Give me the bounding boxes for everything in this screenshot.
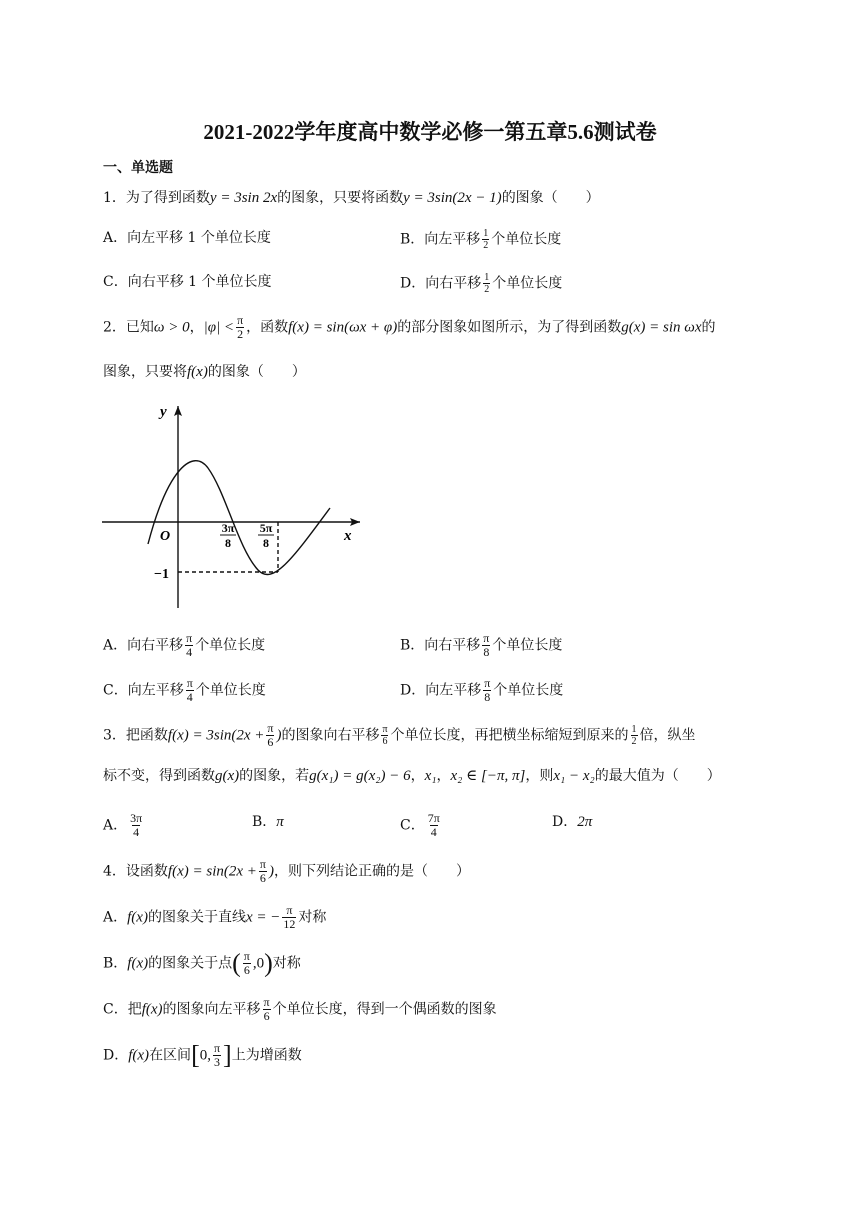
question-2-option-b: B．向右平移 $\frac{\pi}{8}$ 个单位长度: [400, 631, 563, 659]
question-1-option-a: A．向左平移 1 个单位长度: [103, 230, 271, 246]
section-heading: 一、单选题: [103, 160, 173, 176]
question-3-option-d: D．2π: [552, 814, 593, 830]
question-2-stem-line2: 图象，只要将f(x)的图象（ ）: [103, 364, 306, 380]
question-2-stem-line1: 2．已知ω > 0，|φ| < $\frac{\pi}{2}$ ，函数f(x) = sin(ωx + φ)的部分图象如图所示，为了得到函数g(x) = sin ωx的: [103, 313, 716, 341]
x-label: x: [344, 528, 352, 544]
question-4-stem: 4．设函数f(x) = sin(2x + $\frac{\pi}{6}$ )，则下列结论正确的是（ ）: [103, 857, 470, 885]
question-4-option-b: B．f(x)的图象关于点( $\frac{\pi}{6}$ ,0)对称: [103, 948, 301, 978]
question-3-stem-line1: 3．把函数f(x) = 3sin(2x + $\frac{\pi}{6}$ )的图象向右平移 $\frac{\pi}{6}$ 个单位长度，再把横坐标缩短到原来的 $\frac{1}{2}$ 倍，纵坐: [103, 721, 696, 749]
question-3-stem-line2: 标不变，得到函数g(x)的图象，若g(x₁) = g(x₂) − 6，x₁，x₂ ∈ [−π, π]，则x₁ − x₂的最大值为（ ）: [103, 768, 721, 784]
question-4-option-a: A．f(x)的图象关于直线x = − $\frac{\pi}{12}$ 对称: [103, 903, 327, 931]
question-1-stem: 1．为了得到函数y = 3sin 2x的图象，只要将函数y = 3sin(2x − 1)的图象（ ）: [103, 190, 600, 206]
question-4-option-d: D．f(x)在区间[0, $\frac{\pi}{3}$ ]上为增函数: [103, 1040, 302, 1070]
tick-5pi8-num: 5π: [259, 521, 273, 535]
question-4-option-c: C．把f(x)的图象向左平移 $\frac{\pi}{6}$ 个单位长度，得到一个偶函数的图象: [103, 995, 497, 1023]
origin-label: O: [160, 529, 171, 544]
page-title: 2021-2022学年度高中数学必修一第五章5.6测试卷: [203, 120, 657, 144]
question-1-option-b: B．向左平移 $\frac{1}{2}$ 个单位长度: [400, 228, 562, 251]
sine-graph: [98, 398, 378, 614]
y-min-label: −1: [154, 567, 169, 582]
question-3-option-a: A． $\frac{3\pi}{4}$: [103, 811, 143, 839]
question-2-option-d: D．向左平移 $\frac{\pi}{8}$ 个单位长度: [400, 676, 564, 704]
question-1-option-d: D．向右平移 $\frac{1}{2}$ 个单位长度: [400, 272, 563, 295]
y-label: y: [160, 404, 167, 420]
question-2-option-c: C．向左平移 $\frac{\pi}{4}$ 个单位长度: [103, 676, 266, 704]
question-3-option-b: B．π: [252, 814, 284, 830]
question-3-option-c: C． $\frac{7\pi}{4}$: [400, 811, 440, 839]
question-1-option-c: C．向右平移 1 个单位长度: [103, 274, 272, 290]
tick-3pi8-den: 8: [225, 536, 231, 550]
sine-curve: [148, 461, 330, 575]
tick-3pi8-num: 3π: [221, 521, 235, 535]
question-2-option-a: A．向右平移 $\frac{\pi}{4}$ 个单位长度: [103, 631, 266, 659]
tick-5pi8-den: 8: [263, 536, 269, 550]
